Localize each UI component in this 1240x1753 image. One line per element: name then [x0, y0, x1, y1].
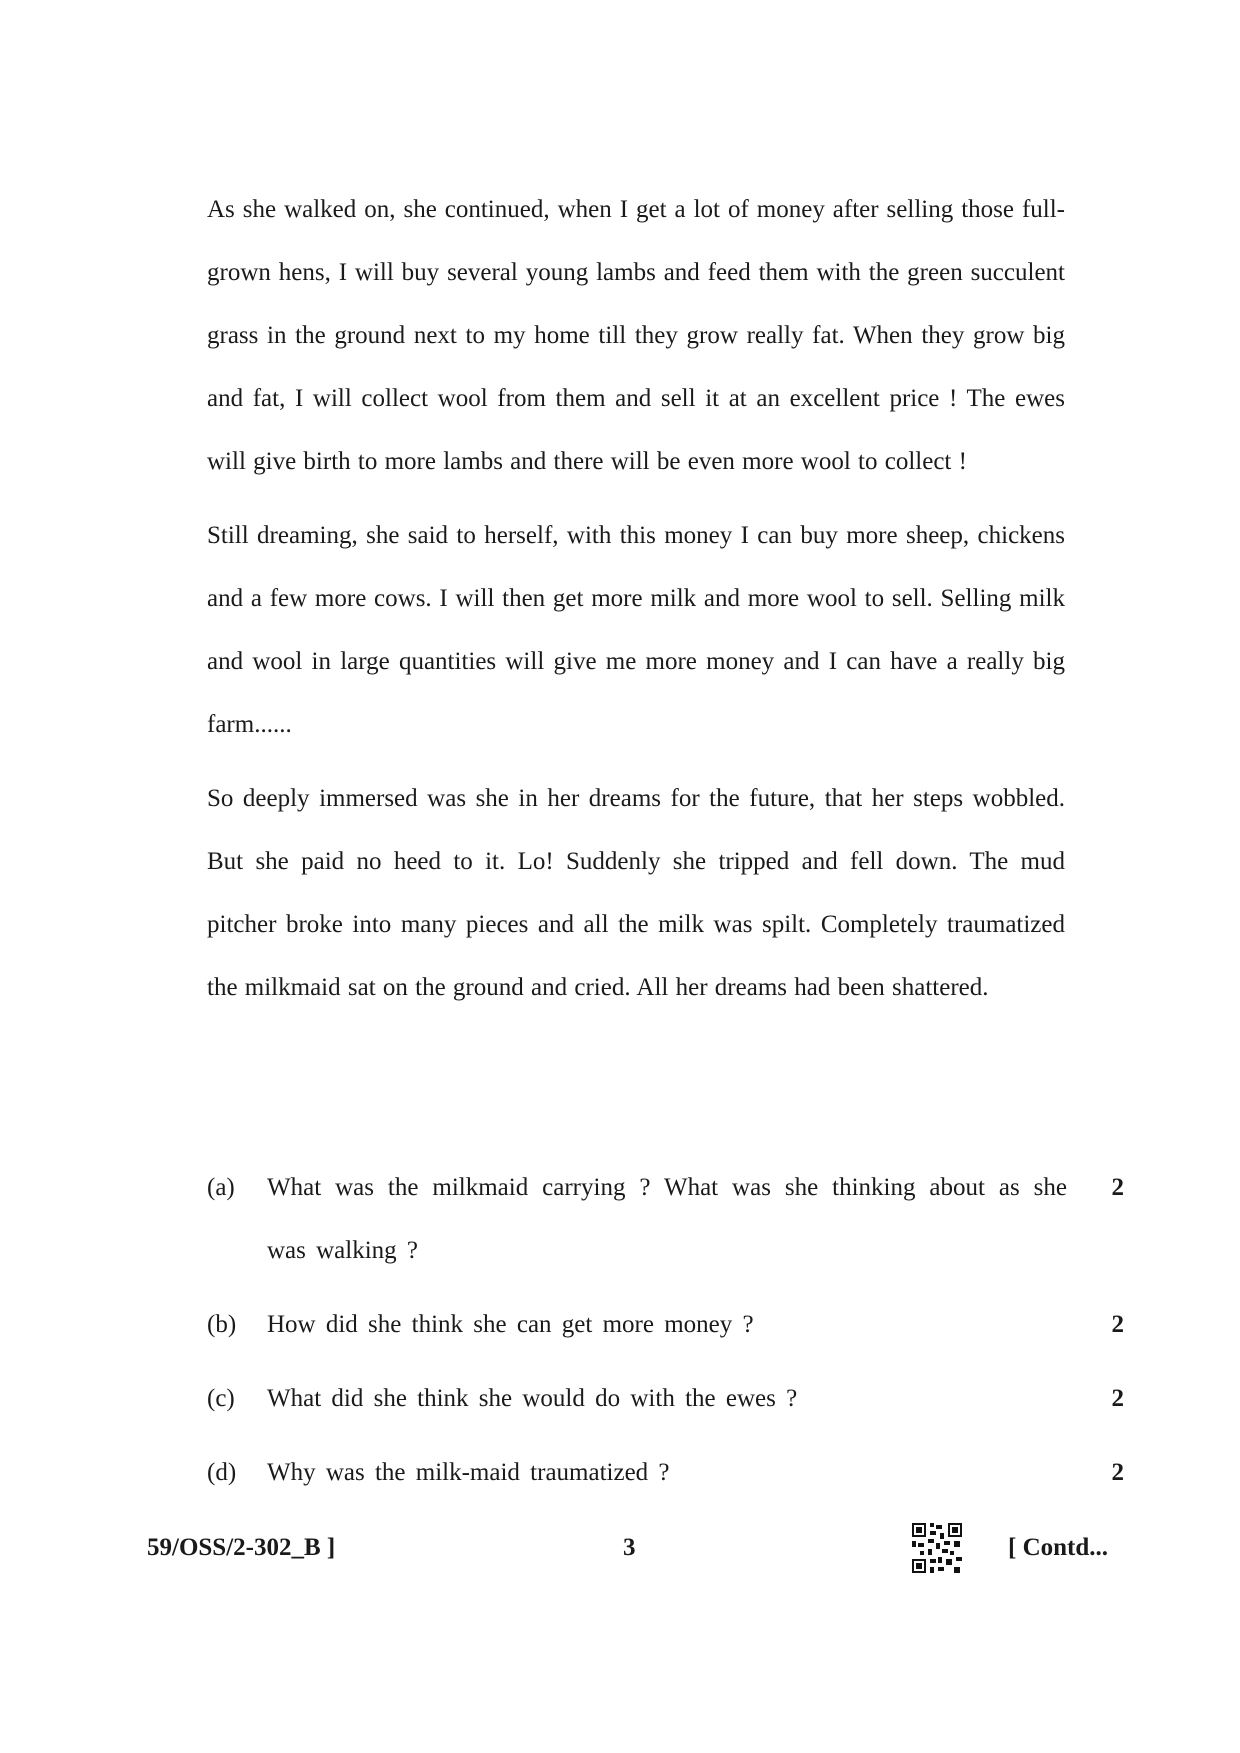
- question-item: [207, 1293, 1124, 1356]
- passage-paragraph: So deeply immersed was she in her dreams for the future, that her steps wobbled. But she paid no heed to it. Lo! Suddenly she tripped and fell down. The mud pitcher broke into many pieces and all the milk was spilt. Completely traumatized the milkmaid sat on the ground and cried. All her dreams had been shattered.: [207, 785, 1065, 1001]
- question-item: [207, 1156, 1124, 1282]
- paper-code: 59/OSS/2-302_B ]: [147, 1534, 336, 1561]
- question-label: (b): [207, 1311, 237, 1338]
- question-label: (d): [207, 1459, 237, 1486]
- question-item: [207, 1367, 1124, 1430]
- question-marks: 2: [1111, 1385, 1124, 1412]
- question-marks: 2: [1111, 1311, 1124, 1338]
- question-label: (a): [207, 1174, 235, 1201]
- question-text: How did she think she can get more money ?: [267, 1311, 754, 1338]
- passage: [207, 178, 1065, 1030]
- page-number: 3: [623, 1534, 636, 1561]
- question-text: What was the milkmaid carrying ? What was she thinking about as she was walking ?: [267, 1174, 1067, 1264]
- question-text: What did she think she would do with the ewes ?: [267, 1385, 798, 1412]
- question-list: [207, 1156, 1124, 1515]
- question-marks: 2: [1111, 1174, 1124, 1201]
- qr-code-icon: [912, 1523, 962, 1573]
- page-footer: [0, 1528, 1240, 1568]
- question-item: [207, 1441, 1124, 1504]
- question-label: (c): [207, 1385, 235, 1412]
- passage-paragraph: Still dreaming, she said to herself, with this money I can buy more sheep, chickens and a few more cows. I will then get more milk and more wool to sell. Selling milk and wool in large quantities will give me more money and I can have a really big farm......: [207, 522, 1065, 738]
- passage-paragraph: As she walked on, she continued, when I get a lot of money after selling those full-grown hens, I will buy several young lambs and feed them with the green succulent grass in the ground next to my home till they grow really fat. When they grow big and fat, I will collect wool from them and sell it at an excellent price ! The ewes will give birth to more lambs and there will be even more wool to collect !: [207, 196, 1065, 475]
- question-marks: 2: [1111, 1459, 1124, 1486]
- continued-marker: [ Contd...: [1008, 1534, 1109, 1561]
- question-text: Why was the milk-maid traumatized ?: [267, 1459, 670, 1486]
